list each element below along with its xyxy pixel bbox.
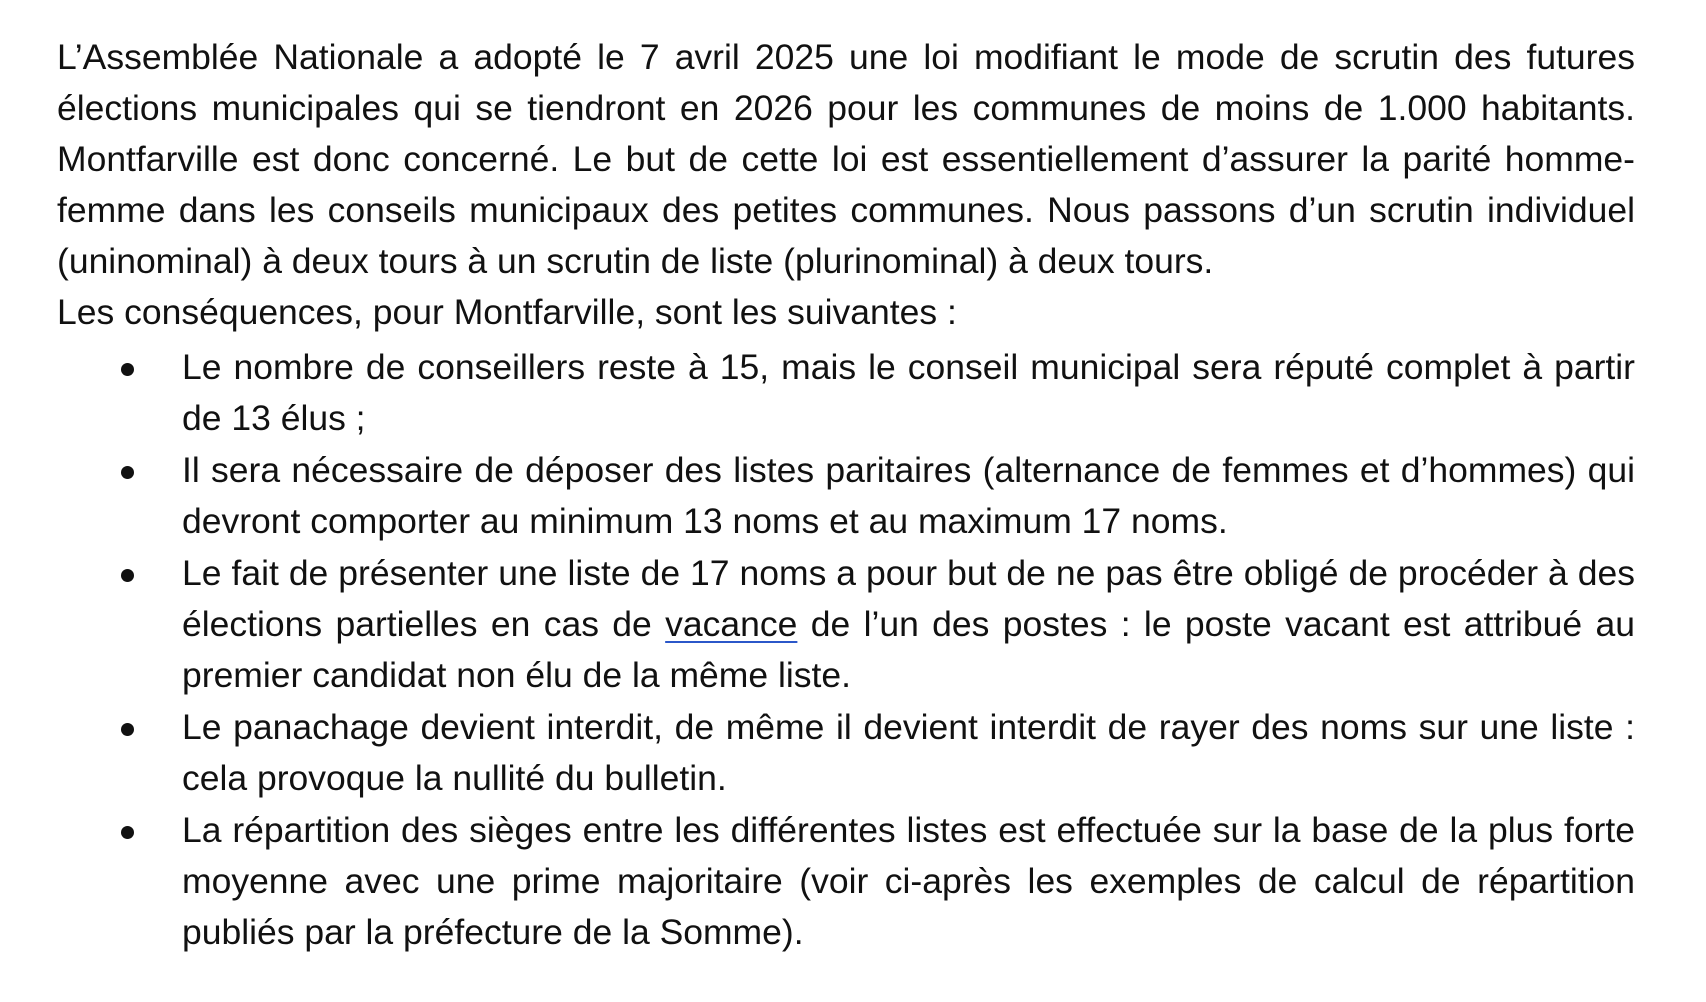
list-item	[57, 445, 1635, 547]
intro-paragraph: L’Assemblée Nationale a adopté le 7 avril 2025 une loi modifiant le mode de scrutin des futures élections municipales qui se tiendront en 2026 pour les communes de moins de 1.000 habitants. Montfarville est donc concerné. Le but de cette loi est essentiellement d’assurer la parité homme-femme dans les conseils municipaux des petites communes. Nous passons d’un scrutin individuel (uninominal) à deux tours à un scrutin de liste (plurinominal) à deux tours.	[57, 37, 1635, 281]
list-item	[57, 702, 1635, 804]
list-item-text-end: de l’un des postes : le poste vacant est attribué au premier candidat non élu de la même liste.	[182, 604, 1635, 695]
bullet-icon	[121, 723, 134, 736]
list-item-text: La répartition des sièges entre les différentes listes est effectuée sur la base de la plus forte moyenne avec une prime majoritaire (voir ci-après les exemples de calcul de répartition publiés par la préfecture de la Somme).	[182, 810, 1635, 952]
list-item	[57, 342, 1635, 444]
bullet-icon	[121, 466, 134, 479]
list-item-text: Il sera nécessaire de déposer des listes paritaires (alternance de femmes et d’hommes) qui devront comporter au minimum 13 noms et au maximum 17 noms.	[182, 450, 1635, 541]
bullet-icon	[121, 569, 134, 582]
spellcheck-flagged-word[interactable]: vacance	[665, 604, 798, 644]
list-item	[57, 548, 1635, 701]
list-item	[57, 805, 1635, 958]
list-item-text-start: Le fait de présenter une liste de 17 noms a pour but de ne pas être obligé de procéder à des élections partielles en cas de	[182, 553, 1635, 644]
list-item-text: Le panachage devient interdit, de même il devient interdit de rayer des noms sur une liste : cela provoque la nullité du bulletin.	[182, 707, 1635, 798]
document-body	[57, 32, 1635, 959]
list-item-text: Le nombre de conseillers reste à 15, mais le conseil municipal sera réputé complet à partir de 13 élus ;	[182, 347, 1635, 438]
bullet-icon	[121, 363, 134, 376]
lead-paragraph: Les conséquences, pour Montfarville, sont les suivantes :	[57, 292, 957, 332]
bullet-icon	[121, 826, 134, 839]
consequences-list	[57, 342, 1635, 958]
